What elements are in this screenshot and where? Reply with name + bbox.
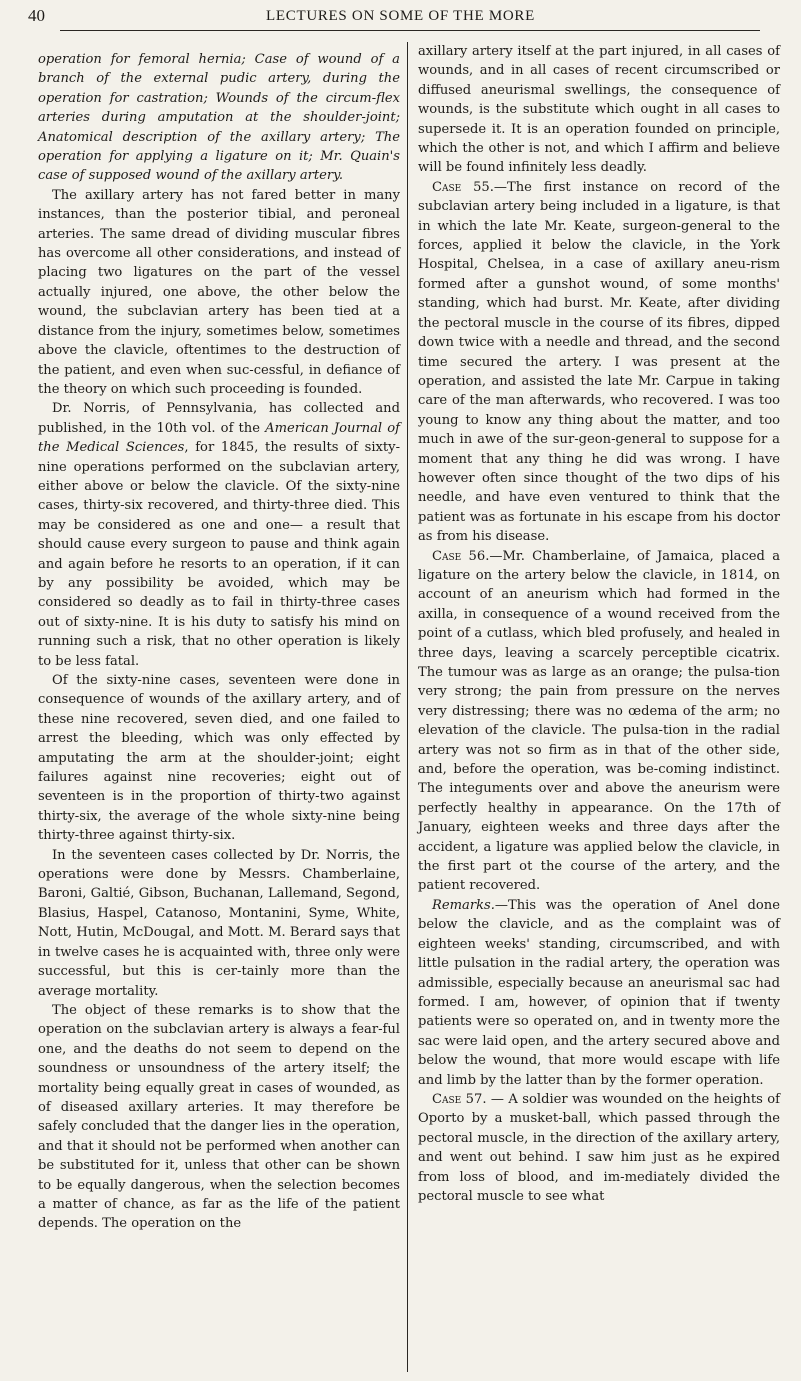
page-number: 40 [28,6,45,25]
paragraph: The axillary artery has not fared better in many instances, than the posterior tibial, and peroneal arteries. The same dread of dividing muscular fibres has overcome all other considerations, and instead of placing two ligatures on the part of the vessel actually injured, one above, the other below the wound, the subclavian artery has been tied at a distance from the injury, sometimes below, sometimes above the clavicle, oftentimes to the destruction of the patient, and even when suc-cessful, in defiance of the theory on which such proceeding is founded. [38,187,400,397]
case-label: Case [432,179,462,195]
text-run: 57. — A soldier was wounded on the heights of Oporto by a musket-ball, which passed through the pectoral muscle, in the direction of the axillary artery, and went out behind. I saw him just as he expired from loss of blood, and im-mediately divided the pectoral muscle to see what [418,1091,780,1204]
remarks [418,896,780,1090]
column-divider [407,42,408,1372]
case-56 [418,547,780,896]
case-55 [418,178,780,547]
text-run: 56.—Mr. Chamberlaine, of Jamaica, placed a ligature on the artery below the clavicle, in 1814, on account of an aneurism which had formed in the axilla, in consequence of a wound received from the point of a cutlass, which bled profusely, and healed in three days, leaving a scarcely perceptible cicatrix. The tumour was as large as an orange; the pulsa-tion very strong; the pain from pressure on the nerves very distressing; there was no œdema of the arm; no elevation of the clavicle. The pulsa-tion in the radial artery was not so firm as in that of the other side, and, before the operation, was be-coming indistinct. The integuments over and above the aneurism were perfectly healthy in appearance. On the 17th of January, eighteen weeks and three days after the accident, a ligature was applied below the clavicle, in the first part ot the course of the artery, and the patient recovered. [418,548,780,894]
contents-summary: operation for femoral hernia; Case of wound of a branch of the external pudic artery, during the operation for castration; Wounds of the circum-flex arteries during amputation at the shoulder-joint; Anatomical description of the axillary artery; The operation for applying a ligature on it; Mr. Quain's case of supposed wound of the axillary artery. [38,52,400,184]
case-label: Case [432,1091,462,1107]
paragraph [38,399,400,671]
paragraph: In the seventeen cases collected by Dr. Norris, the operations were done by Messrs. Chamberlaine, Baroni, Galtié, Gibson, Buchanan, Lallemand, Segond, Blasius, Haspel, Catanoso, Montanini, Syme, White, Nott, Hutin, McDougal, and Mott. M. Berard says that in twelve cases he is acquainted with, three only were successful, but this is cer-tainly more than the average mortality. [38,847,400,999]
paragraph: The object of these remarks is to show that the operation on the subclavian artery is always a fear-ful one, and the deaths do not seem to depend on the soundness or unsoundness of the artery itself; the mortality being equally great in cases of wounded, as of diseased axillary arteries. It may therefore be safely concluded that the danger lies in the operation, and that it should not be performed when another can be substituted for it, unless that other can be shown to be equally dangerous, when the selection becomes a matter of chance, as far as the life of the patient depends. The operation on the [38,1002,400,1232]
remarks-label: Remarks. [432,897,495,913]
header-rule [60,30,760,31]
text-run: 55.—The first instance on record of the subclavian artery being included in a ligature, is that in which the late Mr. Keate, surgeon-general to the forces, applied it below the clavicle, in the York Hospital, Chelsea, in a case of axillary aneu-rism formed after a gunshot wound, of some months' standing, which had burst. Mr. Keate, after dividing the pectoral muscle in the course of its fibres, dipped down twice with a needle and thread, and the second time secured the artery. I was present at the operation, and assisted the late Mr. Carpue in taking care of the man afterwards, who recovered. I was too young to know any thing about the matter, and too much in awe of the sur-geon-general to suppose for a moment that any thing he did was wrong. I have however often since thought of the two dips of his needle, and have even ventured to think that the patient was as fortunate in his escape from his doctor as from his disease. [418,179,780,545]
right-column [418,42,780,1206]
text-run: , for 1845, the results of sixty-nine operations performed on the subclavian artery, either above or below the clavicle. Of the sixty-nine cases, thirty-six recovered, and thirty-three died. This may be considered as one and one— a result that should cause every surgeon to pause and think again and again before he resorts to an operation, if it can by any possibility be avoided, which may be considered so deadly as to fail in thirty-three cases out of sixty-nine. It is his duty to satisfy his mind on running such a risk, that no other operation is likely to be less fatal. [38,440,400,669]
running-head: LECTURES ON SOME OF THE MORE [266,8,535,24]
paragraph: Of the sixty-nine cases, seventeen were done in consequence of wounds of the axillary artery, and of these nine recovered, seven died, and one failed to arrest the bleeding, which was only effected by amputating the arm at the shoulder-joint; eight failures against nine recoveries; eight out of seventeen is in the proportion of thirty-two against thirty-six, the average of the whole sixty-nine being thirty-three against thirty-six. [38,673,400,844]
left-column [38,50,400,1234]
text-run: Dr. Norris, of Pennsylvania, has collected and published, in the 10th vol. of the [38,401,400,436]
paragraph: axillary artery itself at the part injured, in all cases of wounds, and in all cases of recent circumscribed or diffused aneurismal swellings, the consequence of wounds, is the substitute which ought in all cases to supersede it. It is an operation founded on principle, which the other is not, and which I affirm and believe will be found infinitely less deadly. [418,44,780,176]
case-label: Case [432,548,462,564]
case-57 [418,1090,780,1206]
journal-title: American Journal of the Medical Sciences [38,420,400,456]
text-run: —This was the operation of Anel done below the clavicle, and as the complaint was of eighteen weeks' standing, circumscribed, and with little pulsation in the radial artery, the operation was admissible, especially because an aneurismal sac had formed. I am, however, of opinion that if twenty patients were so operated on, and in twenty more the sac were laid open, and the artery secured above and below the wound, that more would escape with life and limb by the latter than by the former operation. [418,897,780,1088]
